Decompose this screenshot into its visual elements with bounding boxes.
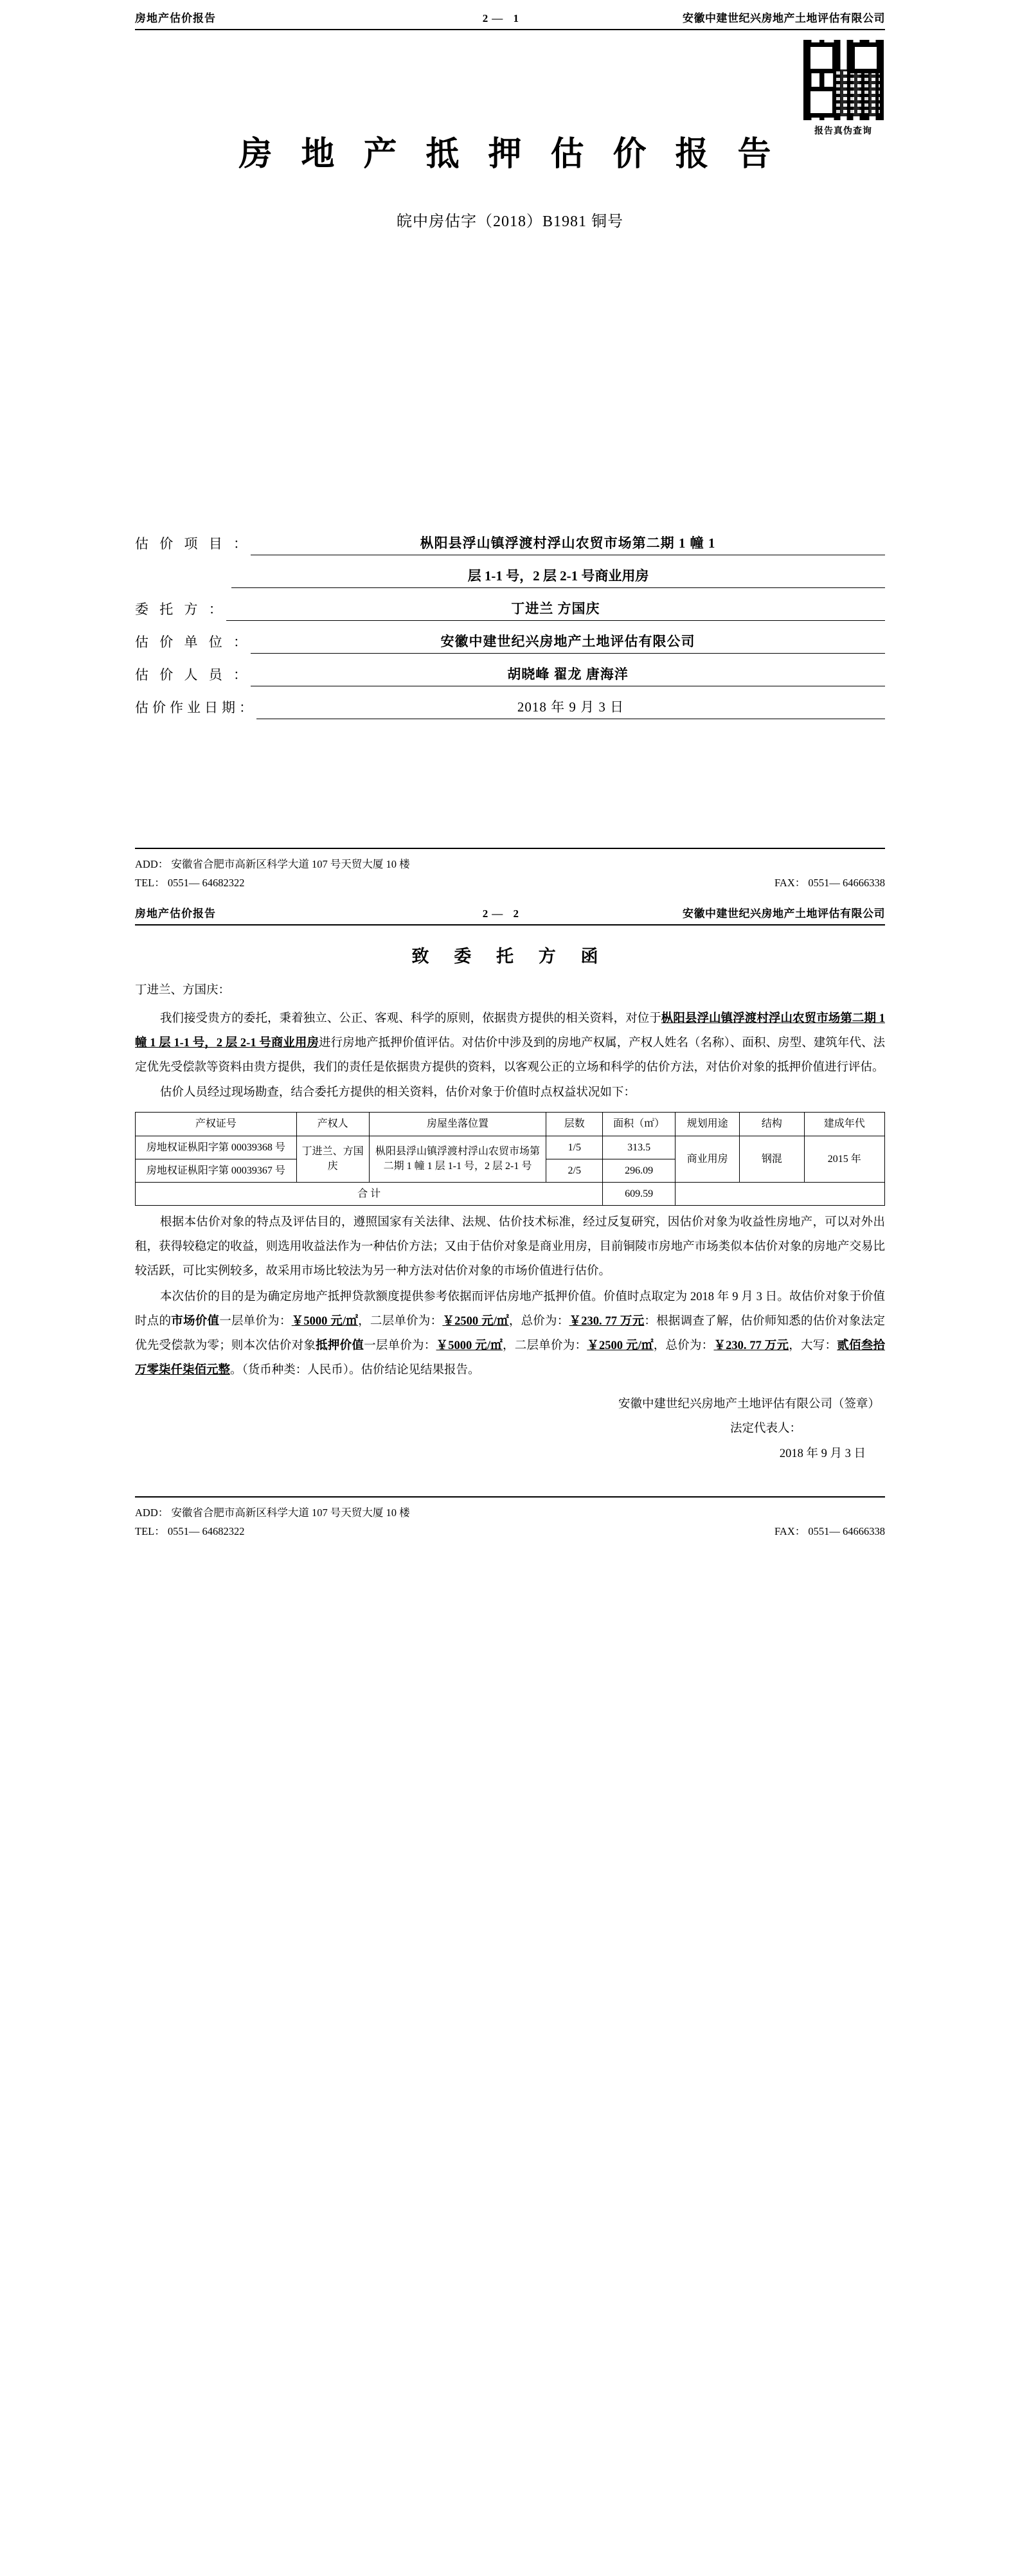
cell-total-label: 合 计 [136,1182,603,1205]
running-header2-left: 房地产估价报告 [135,907,216,920]
cell-cert-1: 房地权证枞阳字第 00039368 号 [136,1136,297,1159]
cell-floor-2: 2/5 [546,1159,603,1182]
th-area: 面积（㎡） [603,1113,676,1136]
cell-year: 2015 年 [804,1136,884,1182]
field-appraisal-company [135,631,885,654]
letter-paragraph-3: 根据本估价对象的特点及评估目的，遵照国家有关法律、法规、估价技术标准，经过反复研究，因估价对象为收益性房地产，可以对外出租，获得较稳定的收益，则选用收益法作为一种估价方法；又由于估价对象是商业用房，目前铜陵市房地产市场类似本估价对象的房地产交易比较活跃，可比实例较多，故采用市场比较法为另一种方法对估价对象的市场价值进行估价。 [135,1216,885,1278]
th-usage: 规划用途 [675,1113,739,1136]
field-appraisers-label: 估 价 人 员 ： [135,667,251,683]
letter-paragraph-1 [135,1007,885,1080]
field-project-label: 估 价 项 目 ： [135,536,251,551]
page2-footer-address: ADD： 安徽省合肥市高新区科学大道 107 号天贸大厦 10 楼 [135,1507,410,1519]
field-project [135,533,885,555]
signature-date: 2018 年 9 月 3 日 [779,1447,866,1461]
cell-area-2: 296.09 [603,1159,676,1182]
cell-total-area: 609.59 [603,1182,676,1205]
para4-mortgage-price-floor2: ￥2500 元/㎡ [587,1339,654,1352]
para4-part-g: ，总价为： [508,1314,569,1328]
field-appraisers-value: 胡晓峰 翟龙 唐海洋 [251,664,885,686]
qr-code-icon[interactable] [803,40,884,120]
para4-part-m: ，二层单价为： [503,1339,587,1352]
table-total-row [136,1182,885,1205]
cell-location: 枞阳县浮山镇浮渡村浮山农贸市场第二期 1 幢 1 层 1-1 号，2 层 2-1 号 [369,1136,546,1182]
table-row [136,1136,885,1159]
running-header-left: 房地产估价报告 [135,12,216,24]
page2-footer [0,1496,1020,1541]
property-rights-table [135,1112,885,1206]
qr-block [801,40,885,137]
letter-paragraph-4 [135,1285,885,1383]
signature-legal-representative: 法定代表人： [729,1422,801,1436]
cover-field-list [135,533,885,719]
para4-amount-in-words: 贰佰叁拾万零柒仟柒佰元整 [135,1339,885,1377]
signature-block [135,1392,885,1467]
cover-footer [0,848,1020,893]
para4-part-o: ，总价为： [653,1339,714,1352]
cell-cert-2: 房地权证枞阳字第 00039367 号 [136,1159,297,1182]
cell-floor-1: 1/5 [546,1136,603,1159]
letter-paragraph-2: 估价人员经过现场勘查，结合委托方提供的相关资料，估价对象于价值时点权益状况如下： [159,1086,636,1100]
field-appraisal-company-label: 估 价 单 位 ： [135,634,251,650]
th-cert: 产权证号 [136,1113,297,1136]
cell-usage: 商业用房 [675,1136,739,1182]
th-structure: 结构 [740,1113,804,1136]
cover-subtitle: 皖中房估字（2018）B1981 铜号 [396,213,623,230]
para4-mortgage-value-label: 抵押价值 [316,1339,364,1352]
para4-part-e: ，二层单价为： [358,1314,443,1328]
para1-part-c: 进行房地产抵押价值评估。对估价中涉及到的房地产权属，产权人姓名（名称）、面积、房型、建筑年代、法定优先受偿款等资料由贵方提供，我们的责任是依据贵方提供的资料，以客观公正的立场和科学的估价方法，对估价对象的抵押价值进行评估。 [135,1036,885,1074]
field-date-value: 2018 年 9 月 3 日 [256,697,885,719]
field-date [135,697,885,719]
cover-footer-tel: TEL： 0551— 64682322 [135,876,245,889]
letter-title: 致 委 托 方 函 [411,946,609,966]
running-header-right: 安徽中建世纪兴房地产土地评估有限公司 [683,12,885,24]
running-header-cover [135,9,885,30]
cell-owner: 丁进兰、方国庆 [296,1136,369,1182]
para4-part-i: ：根据调查了解，估价师知悉的估价对象法定优先受偿款为零；则本次估价对象 [135,1314,885,1352]
cover-title: 房 地 产 抵 押 估 价 报 告 [238,136,782,173]
running-header-middle: 2— 1 [482,12,523,24]
letter-salutation: 丁进兰、方国庆： [135,983,231,997]
cell-total-blank [675,1182,884,1205]
field-client [135,598,885,621]
field-appraisers [135,664,885,686]
page2-footer-fax: FAX： 0551— 64666338 [774,1525,885,1537]
para4-mortgage-price-floor1: ￥5000 元/㎡ [436,1339,503,1352]
field-appraisal-company-value: 安徽中建世纪兴房地产土地评估有限公司 [251,631,885,654]
th-location: 房屋坐落位置 [369,1113,546,1136]
cell-structure: 钢混 [740,1136,804,1182]
cover-footer-fax: FAX： 0551— 64666338 [774,876,885,889]
para4-price-floor1: ￥5000 元/㎡ [291,1314,359,1328]
table-header-row [136,1113,885,1136]
para4-total-value: ￥230. 77 万元 [569,1314,645,1328]
page2-footer-tel: TEL： 0551— 64682322 [135,1525,245,1537]
field-project-value-line2: 层 1-1 号，2 层 2-1 号商业用房 [231,566,885,588]
para4-part-s: 。（货币种类：人民币）。估价结论见结果报告。 [230,1363,480,1377]
running-header2-middle: 2— 2 [482,907,523,920]
para4-part-c: 一层单价为： [219,1314,292,1328]
th-floor: 层数 [546,1113,603,1136]
para4-mortgage-total: ￥230. 77 万元 [713,1339,789,1352]
letter-sheet [0,893,1020,1541]
para4-part-a: 本次估价的目的是为确定房地产抵押贷款额度提供参考依据而评估房地产抵押价值。价值时点取定为 2018 年 9 月 3 日。故估价对象于价值时点的 [135,1290,885,1328]
qr-caption: 报告真伪查询 [814,127,872,136]
para4-part-k: 一层单价为： [364,1339,436,1352]
letter-body [135,979,885,1467]
field-client-value: 丁进兰 方国庆 [226,598,885,621]
field-project-value: 枞阳县浮山镇浮渡村浮山农贸市场第二期 1 幢 1 [251,533,885,555]
para4-market-value-label: 市场价值 [171,1314,220,1328]
para4-part-q: ，大写： [789,1339,837,1352]
running-header-page2 [135,904,885,926]
th-owner: 产权人 [296,1113,369,1136]
cover-sheet [0,0,1020,893]
field-date-label: 估价作业日期： [135,700,256,715]
para1-subject: 枞阳县浮山镇浮渡村浮山农贸市场第二期 1 幢 1 层 1-1 号，2 层 2-1 号商业用房 [135,1012,885,1050]
field-client-label: 委 托 方 ： [135,602,226,617]
signature-company: 安徽中建世纪兴房地产土地评估有限公司（签章） [618,1397,880,1411]
running-header2-right: 安徽中建世纪兴房地产土地评估有限公司 [683,907,885,920]
para4-price-floor2: ￥2500 元/㎡ [442,1314,509,1328]
th-year: 建成年代 [804,1113,884,1136]
cell-area-1: 313.5 [603,1136,676,1159]
para1-part-a: 我们接受贵方的委托，秉着独立、公正、客观、科学的原则，依据贵方提供的相关资料，对位于 [159,1012,661,1025]
cover-footer-address: ADD： 安徽省合肥市高新区科学大道 107 号天贸大厦 10 楼 [135,858,410,870]
